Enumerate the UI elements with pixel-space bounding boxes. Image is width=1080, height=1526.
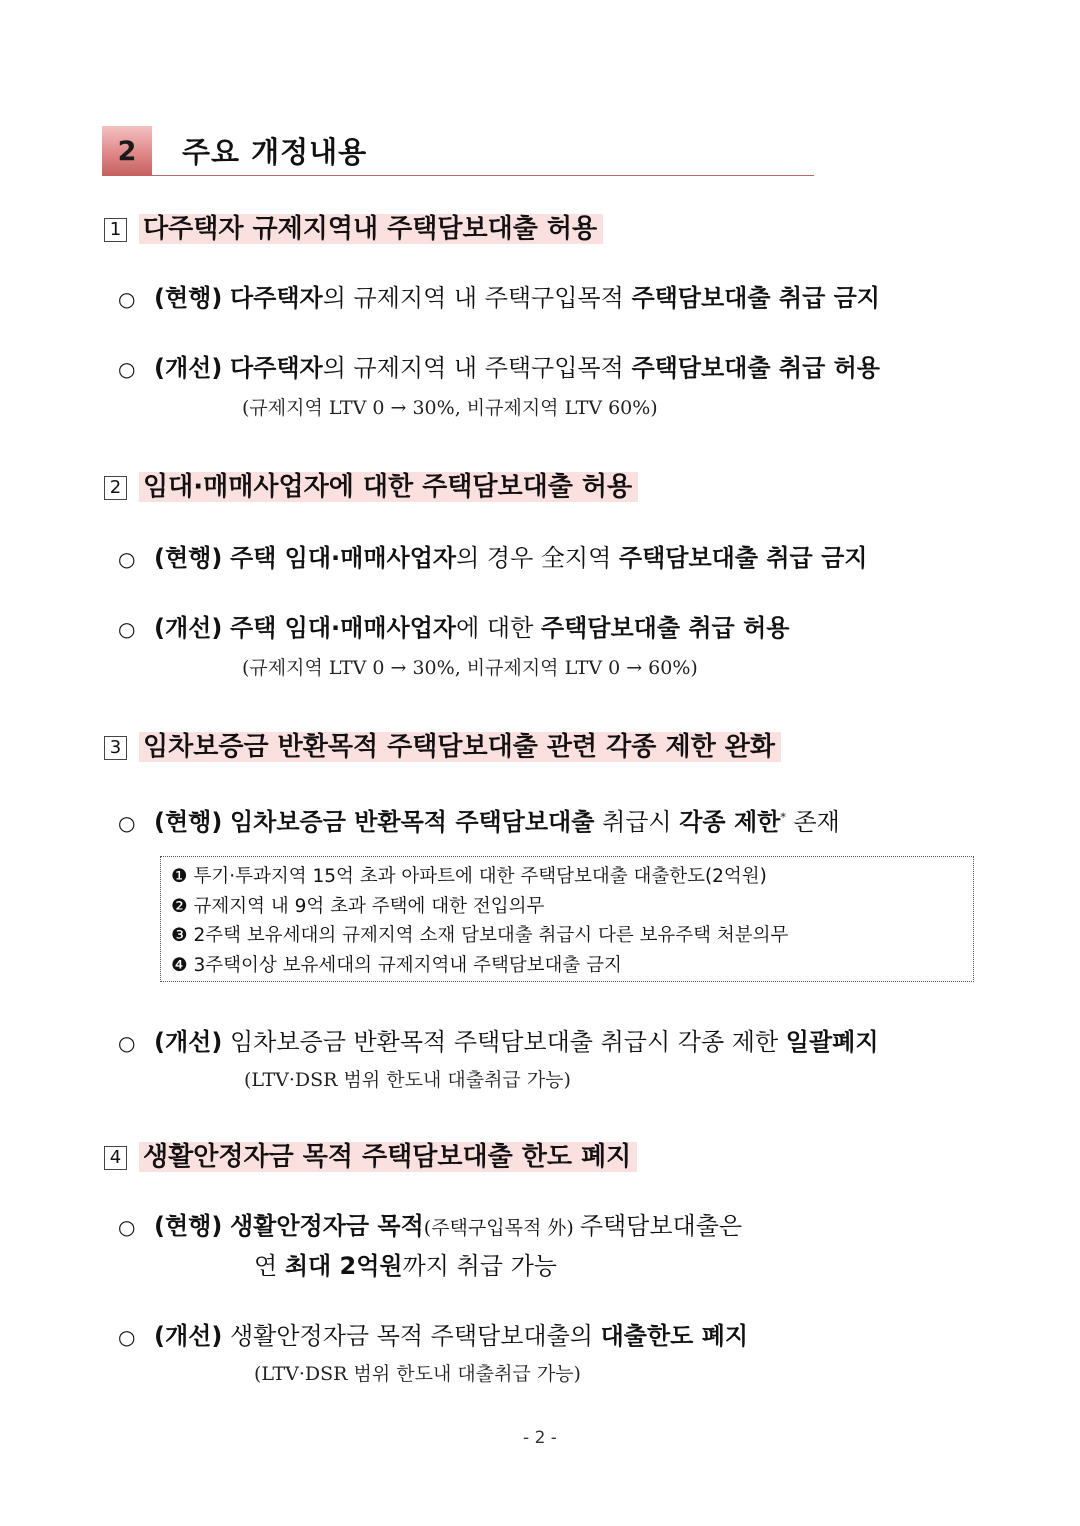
bullet-improved: ○ (개선) 임차보증금 반환목적 주택담보대출 취급시 각종 제한 일괄폐지 <box>118 1026 879 1059</box>
circle-bullet-icon: ○ <box>118 617 136 641</box>
note-item: ❸ 2주택 보유세대의 규제지역 소재 담보대출 취급시 다른 보유주택 처분의무 <box>171 925 789 946</box>
circle-bullet-icon: ○ <box>118 1215 136 1239</box>
header-underline <box>152 175 814 176</box>
bullet-note: (LTV·DSR 범위 한도내 대출취급 가능) <box>254 1363 581 1385</box>
section-title: 다주택자 규제지역내 주택담보대출 허용 <box>139 214 603 244</box>
restrictions-note-box <box>160 856 974 982</box>
circle-bullet-icon: ○ <box>118 1031 136 1055</box>
section-number-box: 1 <box>104 218 127 242</box>
bullet-note: (LTV·DSR 범위 한도내 대출취급 가능) <box>244 1069 571 1091</box>
header-number: 2 <box>102 126 152 176</box>
bullet-note: (규제지역 LTV 0 → 30%, 비규제지역 LTV 0 → 60%) <box>242 657 698 679</box>
section-header <box>102 126 814 176</box>
section-2-heading <box>104 470 638 504</box>
section-title: 임차보증금 반환목적 주택담보대출 관련 각종 제한 완화 <box>139 732 781 762</box>
section-number-box: 4 <box>104 1146 127 1170</box>
header-title: 주요 개정내용 <box>182 135 368 169</box>
bullet-note: (규제지역 LTV 0 → 30%, 비규제지역 LTV 60%) <box>242 397 658 419</box>
bullet-improved: ○ (개선) 주택 임대·매매사업자에 대한 주택담보대출 취급 허용 <box>118 612 789 645</box>
note-item: ❹ 3주택이상 보유세대의 규제지역내 주택담보대출 금지 <box>171 954 622 976</box>
section-1-heading <box>104 212 603 246</box>
bullet-current: ○ (현행) 다주택자의 규제지역 내 주택구입목적 주택담보대출 취급 금지 <box>118 282 880 315</box>
section-number-box: 2 <box>104 476 127 500</box>
bullet-improved: ○ (개선) 생활안정자금 목적 주택담보대출의 대출한도 폐지 <box>118 1320 748 1353</box>
circle-bullet-icon: ○ <box>118 357 136 381</box>
bullet-current: ○ (현행) 임차보증금 반환목적 주택담보대출 취급시 각종 제한* 존재 <box>118 802 840 839</box>
bullet-current: ○ (현행) 주택 임대·매매사업자의 경우 全지역 주택담보대출 취급 금지 <box>118 542 867 575</box>
bullet-continuation: 연 최대 2억원까지 취급 가능 <box>254 1252 557 1280</box>
note-item: ❶ 투기·투과지역 15억 초과 아파트에 대한 주택담보대출 대출한도(2억원) <box>171 866 767 887</box>
circle-bullet-icon: ○ <box>118 811 136 835</box>
circle-bullet-icon: ○ <box>118 1325 136 1349</box>
section-title: 임대·매매사업자에 대한 주택담보대출 허용 <box>139 472 638 502</box>
section-3-heading <box>104 730 781 764</box>
bullet-improved: ○ (개선) 다주택자의 규제지역 내 주택구입목적 주택담보대출 취급 허용 <box>118 352 880 385</box>
bullet-current: ○ (현행) 생활안정자금 목적(주택구입목적 外) 주택담보대출은 <box>118 1210 742 1244</box>
section-number-box: 3 <box>104 736 127 760</box>
circle-bullet-icon: ○ <box>118 547 136 571</box>
section-4-heading <box>104 1140 637 1174</box>
section-title: 생활안정자금 목적 주택담보대출 한도 폐지 <box>139 1142 637 1172</box>
note-item: ❷ 규제지역 내 9억 초과 주택에 대한 전입의무 <box>171 895 545 917</box>
circle-bullet-icon: ○ <box>118 287 136 311</box>
page-number: - 2 - <box>523 1428 557 1448</box>
